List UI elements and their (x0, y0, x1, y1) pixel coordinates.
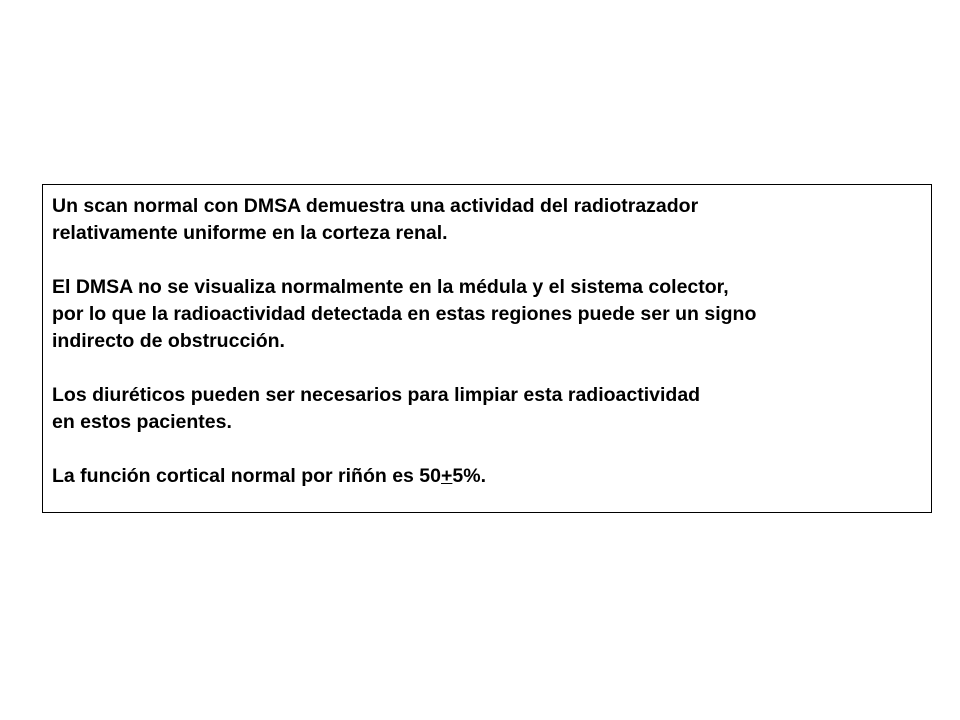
text-line: en estos pacientes. (52, 411, 232, 433)
text-line: Un scan normal con DMSA demuestra una actividad del radiotrazador (52, 195, 699, 217)
text-box (42, 184, 932, 513)
cortical-function-text: La función cortical normal por riñón es 50 (52, 465, 441, 487)
paragraph-dmsa-normal-scan (52, 193, 931, 247)
paragraph-cortical-function (52, 463, 931, 490)
text-line: Los diuréticos pueden ser necesarios para limpiar esta radioactividad (52, 384, 701, 406)
paragraph-dmsa-obstruction (52, 274, 931, 355)
plus-minus-sign: + (441, 465, 453, 487)
text-line: El DMSA no se visualiza normalmente en la médula y el sistema colector, (52, 276, 729, 298)
cortical-function-value: 5%. (452, 465, 486, 487)
paragraph-diuretics (52, 382, 931, 436)
text-line: indirecto de obstrucción. (52, 330, 285, 352)
text-line: relativamente uniforme en la corteza renal. (52, 222, 448, 244)
text-line: por lo que la radioactividad detectada en estas regiones puede ser un signo (52, 303, 757, 325)
text-line (52, 463, 931, 490)
